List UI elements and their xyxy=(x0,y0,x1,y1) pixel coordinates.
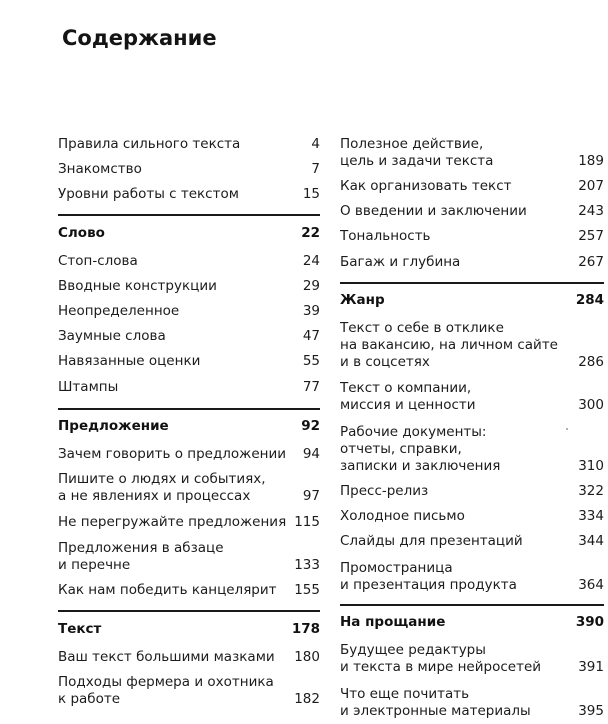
toc-page-number: 55 xyxy=(302,353,320,369)
toc-page-number: 24 xyxy=(302,253,320,269)
toc-entry-title: О введении и заключении xyxy=(340,203,527,219)
toc-page-number: 322 xyxy=(578,483,604,499)
toc-section-heading[interactable] xyxy=(58,225,320,242)
toc-entry-title: Вводные конструкции xyxy=(58,278,217,294)
toc-entry[interactable] xyxy=(340,228,604,245)
toc-page-number: 133 xyxy=(294,557,320,573)
toc-page-number: 77 xyxy=(302,379,320,395)
toc-entry-title: Полезное действие, xyxy=(340,136,484,152)
toc-page-number: 344 xyxy=(578,533,604,549)
toc-entry-title: Тональность xyxy=(340,228,431,244)
section-divider xyxy=(340,282,604,284)
toc-entry-title: Зачем говорить о предложении xyxy=(58,446,287,462)
toc-page-number: 178 xyxy=(291,621,320,637)
section-divider xyxy=(58,610,320,612)
toc-entry-title: записки и заключения xyxy=(340,458,501,474)
toc-section-heading[interactable] xyxy=(58,418,320,435)
toc-entry-title: Слово xyxy=(58,225,105,241)
toc-entry-title: Как организовать текст xyxy=(340,178,512,194)
toc-entry[interactable] xyxy=(58,446,320,463)
toc-entry-title: Текст о компании, xyxy=(340,380,472,396)
toc-page-number: 97 xyxy=(302,488,320,504)
toc-entry-title: Уровни работы с текстом xyxy=(58,186,239,202)
toc-entry-title: миссия и ценности xyxy=(340,397,476,413)
toc-page-number: 395 xyxy=(578,703,604,719)
toc-entry-title: Подходы фермера и охотника xyxy=(58,674,274,690)
toc-entry-title: Не перегружайте предложения xyxy=(58,514,287,530)
toc-entry[interactable] xyxy=(340,178,604,195)
toc-page-number: 115 xyxy=(294,514,320,530)
toc-entry[interactable] xyxy=(58,353,320,370)
toc-page-number: 22 xyxy=(301,225,320,241)
toc-page-number: 29 xyxy=(302,278,320,294)
toc-entry-title: и электронные материалы xyxy=(340,703,531,719)
toc-entry-title: и перечне xyxy=(58,557,131,573)
toc-entry[interactable] xyxy=(58,186,320,203)
toc-entry[interactable] xyxy=(58,674,320,708)
toc-entry-title: Будущее редактуры xyxy=(340,642,486,658)
toc-entry[interactable] xyxy=(58,379,320,396)
toc-entry[interactable] xyxy=(58,328,320,345)
toc-entry-title: На прощание xyxy=(340,614,446,630)
toc-entry[interactable] xyxy=(340,508,604,525)
page-title: Содержание xyxy=(62,26,217,50)
toc-entry-title: Стоп-слова xyxy=(58,253,138,269)
toc-section-heading[interactable] xyxy=(58,621,320,638)
toc-entry[interactable] xyxy=(340,533,604,550)
toc-page-number: 286 xyxy=(578,354,604,370)
section-divider xyxy=(58,214,320,216)
toc-entry[interactable] xyxy=(58,253,320,270)
toc-section-heading[interactable] xyxy=(340,614,604,631)
toc-entry-title: Текст о себе в отклике xyxy=(340,320,504,336)
toc-entry[interactable] xyxy=(340,203,604,220)
toc-entry-title: Ваш текст большими мазками xyxy=(58,649,275,665)
toc-page-number: 310 xyxy=(578,458,604,474)
toc-entry-title: Холодное письмо xyxy=(340,508,465,524)
toc-entry-title: Пишите о людях и событиях, xyxy=(58,471,266,487)
toc-entry-title: Правила сильного текста xyxy=(58,136,241,152)
toc-entry[interactable] xyxy=(58,649,320,666)
toc-entry-title: на вакансию, на личном сайте xyxy=(340,337,558,353)
toc-page-number: 155 xyxy=(294,582,320,598)
toc-entry[interactable] xyxy=(58,540,320,574)
toc-entry[interactable] xyxy=(340,560,604,594)
toc-entry-title: Что еще почитать xyxy=(340,686,470,702)
toc-page-number: 189 xyxy=(578,153,604,169)
toc-entry-title: и в соцсетях xyxy=(340,354,430,370)
toc-entry-title: Предложение xyxy=(58,418,169,434)
toc-entry-title: и презентация продукта xyxy=(340,577,517,593)
toc-entry[interactable] xyxy=(58,471,320,505)
section-divider xyxy=(58,408,320,410)
toc-page-number: 207 xyxy=(578,178,604,194)
toc-entry[interactable] xyxy=(340,483,604,500)
toc-entry-title: Промостраница xyxy=(340,560,453,576)
toc-page-number: 284 xyxy=(575,292,604,308)
toc-page-number: 182 xyxy=(294,691,320,707)
toc-entry-title: Знакомство xyxy=(58,161,142,177)
toc-entry-title: Предложения в абзаце xyxy=(58,540,224,556)
toc-entry[interactable] xyxy=(340,320,604,371)
toc-page-number: 15 xyxy=(302,186,320,202)
toc-entry-title: Рабочие документы: xyxy=(340,424,487,440)
toc-page-number: 39 xyxy=(302,303,320,319)
toc-left-column xyxy=(58,0,320,724)
toc-entry-title: Багаж и глубина xyxy=(340,254,461,270)
toc-page-number: 364 xyxy=(578,577,604,593)
toc-entry[interactable] xyxy=(340,686,604,720)
toc-right-column xyxy=(340,0,604,724)
toc-entry[interactable] xyxy=(58,582,320,599)
toc-page-number: 334 xyxy=(578,508,604,524)
section-divider xyxy=(340,604,604,606)
toc-entry-title: Жанр xyxy=(340,292,385,308)
toc-entry[interactable] xyxy=(58,303,320,320)
toc-page-number: 4 xyxy=(311,136,320,152)
toc-page-number: 267 xyxy=(578,254,604,270)
toc-entry-title: Слайды для презентаций xyxy=(340,533,523,549)
toc-page-number: 94 xyxy=(302,446,320,462)
toc-section-heading[interactable] xyxy=(340,292,604,309)
scan-speck xyxy=(566,428,568,430)
toc-entry[interactable] xyxy=(340,380,604,414)
toc-entry[interactable] xyxy=(58,161,320,178)
toc-entry-title: Пресс-релиз xyxy=(340,483,429,499)
toc-entry-title: цель и задачи текста xyxy=(340,153,494,169)
toc-page-number: 243 xyxy=(578,203,604,219)
toc-entry-title: Навязанные оценки xyxy=(58,353,201,369)
toc-entry-title: а не явлениях и процессах xyxy=(58,488,251,504)
toc-entry-title: Штампы xyxy=(58,379,119,395)
toc-entry-title: Как нам победить канцелярит xyxy=(58,582,277,598)
toc-entry[interactable] xyxy=(58,278,320,295)
toc-entry-title: и текста в мире нейросетей xyxy=(340,659,542,675)
toc-entry[interactable] xyxy=(340,136,604,170)
toc-page-number: 300 xyxy=(578,397,604,413)
toc-entry-title: Текст xyxy=(58,621,102,637)
toc-entry-title: Заумные слова xyxy=(58,328,166,344)
toc-entry[interactable] xyxy=(340,254,604,271)
toc-entry[interactable] xyxy=(340,642,604,676)
toc-entry-title: отчеты, справки, xyxy=(340,441,462,457)
toc-entry-title: Неопределенное xyxy=(58,303,180,319)
toc-page-number: 390 xyxy=(575,614,604,630)
toc-entry[interactable] xyxy=(58,514,320,531)
toc-page-number: 391 xyxy=(578,659,604,675)
toc-entry[interactable] xyxy=(58,136,320,153)
toc-page-number: 7 xyxy=(311,161,320,177)
toc-page-number: 92 xyxy=(301,418,320,434)
toc-page-number: 180 xyxy=(294,649,320,665)
toc-entry[interactable] xyxy=(340,424,604,475)
toc-page-number: 257 xyxy=(578,228,604,244)
toc-page-number: 47 xyxy=(302,328,320,344)
toc-entry-title: к работе xyxy=(58,691,121,707)
